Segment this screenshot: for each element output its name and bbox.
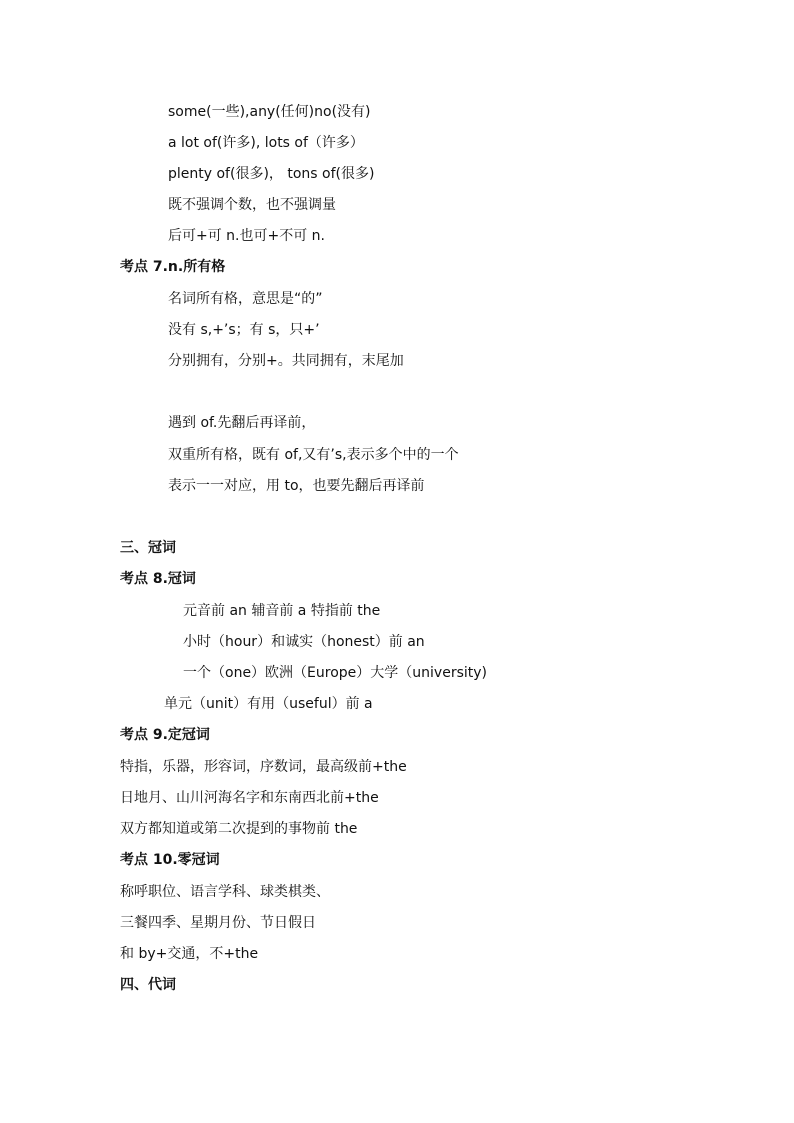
text-line: 分别拥有，分别+。共同拥有，末尾加 (168, 353, 404, 369)
text-line: 双重所有格，既有 of,又有’s,表示多个中的一个 (168, 447, 459, 463)
text-line: 表示一一对应，用 to，也要先翻后再译前 (168, 478, 425, 494)
text-line: 三餐四季、星期月份、节日假日 (120, 915, 316, 931)
chapter-heading: 三、冠词 (120, 540, 176, 556)
text-line: 后可+可 n.也可+不可 n. (168, 228, 326, 244)
text-line: 日地月、山川河海名字和东南西北前+the (120, 790, 379, 806)
chapter-heading: 四、代词 (120, 977, 176, 993)
text-line: 没有 s,+’s；有 s，只+’ (168, 322, 320, 338)
section-heading: 考点 10.零冠词 (120, 852, 220, 868)
text-line: some(一些),any(任何)no(没有) (168, 104, 371, 120)
text-line: 小时（hour）和诚实（honest）前 an (183, 634, 425, 650)
section-heading: 考点 7.n.所有格 (120, 259, 226, 275)
text-line: 元音前 an 辅音前 a 特指前 the (183, 603, 381, 619)
text-line: 称呼职位、语言学科、球类棋类、 (120, 884, 330, 900)
text-line: plenty of(很多)， tons of(很多) (168, 166, 375, 182)
text-line: 单元（unit）有用（useful）前 a (164, 696, 373, 712)
text-line: 和 by+交通，不+the (120, 946, 259, 962)
text-line: 遇到 of.先翻后再译前， (168, 415, 316, 431)
section-heading: 考点 9.定冠词 (120, 727, 210, 743)
text-line: 名词所有格，意思是“的” (168, 291, 323, 307)
text-line: 一个（one）欧洲（Europe）大学（university) (183, 665, 487, 681)
text-line: 双方都知道或第二次提到的事物前 the (120, 821, 358, 837)
section-heading: 考点 8.冠词 (120, 571, 196, 587)
text-line: 既不强调个数，也不强调量 (168, 197, 336, 213)
text-line: a lot of(许多), lots of（许多） (168, 135, 364, 151)
text-line: 特指，乐器，形容词，序数词，最高级前+the (120, 759, 407, 775)
